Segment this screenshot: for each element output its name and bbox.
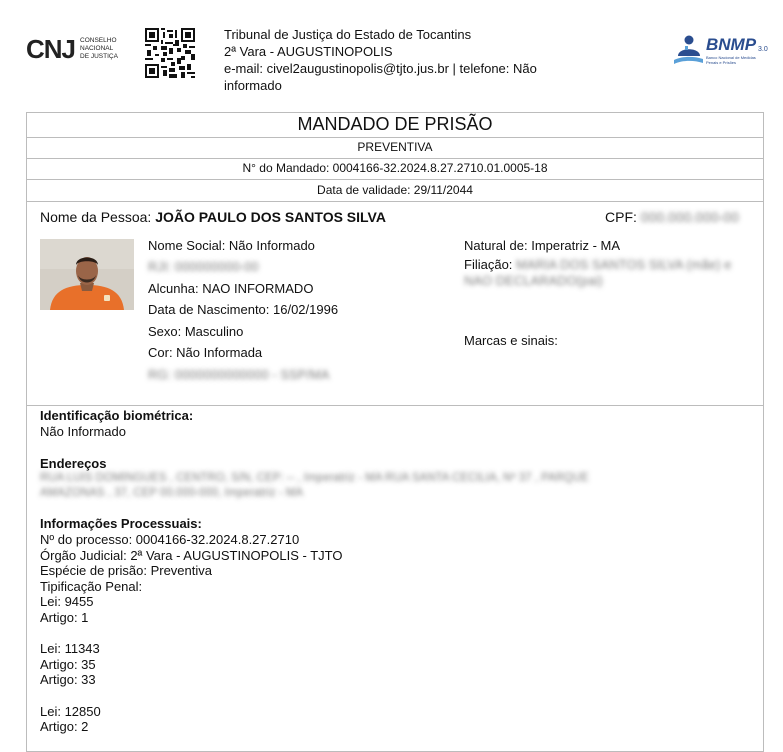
rg-redacted: RG: 0000000000000 - SSP/MA: [148, 367, 330, 382]
addresses-title: Endereços: [40, 456, 107, 471]
number-divider: [26, 179, 764, 180]
qr-code-icon: [145, 28, 195, 78]
filiation-label: Filiação:: [464, 257, 513, 272]
article-item: Artigo: 1: [40, 609, 89, 625]
marks-and-signs: Marcas e sinais:: [464, 333, 558, 348]
article-item: Artigo: 35: [40, 656, 96, 672]
article-item: Artigo: 2: [40, 719, 89, 735]
bnmp-name: BNMP: [706, 35, 757, 54]
spacer: [40, 626, 342, 642]
bnmp-version: 3.0: [758, 46, 768, 53]
law-item: Lei: 11343: [40, 641, 100, 657]
cnj-logo-text: CONSELHO NACIONAL DE JUSTIÇA: [80, 37, 118, 60]
rji-redacted: RJI: 000000000-00: [148, 259, 259, 274]
bnmp-person-icon: [672, 34, 704, 66]
social-name: Nome Social: Não Informado: [148, 238, 315, 253]
skin-color: Cor: Não Informada: [148, 345, 263, 360]
filiation: [464, 257, 754, 272]
warrant-type: PREVENTIVA: [357, 140, 433, 154]
cnj-logo-mark: CNJ: [26, 33, 76, 64]
court-contact-line1: e-mail: civel2augustinopolis@tjto.jus.br | telefone: Não: [224, 61, 537, 76]
biometric-title: Identificação biométrica:: [40, 408, 194, 423]
document-title: MANDADO DE PRISÃO: [297, 114, 493, 134]
filiation-line2-redacted: NAO DECLARADO(pai): [464, 273, 603, 288]
court-contact-line2: informado: [224, 78, 282, 93]
cpf-row: [605, 209, 739, 225]
process-number: Nº do processo: 0004166-32.2024.8.27.2710: [40, 532, 300, 547]
court-name: Tribunal de Justiça do Estado de Tocantins: [224, 27, 472, 42]
type-divider: [26, 158, 764, 159]
prison-species: Espécie de prisão: Preventiva: [40, 563, 212, 579]
alias: Alcunha: NAO INFORMADO: [148, 281, 314, 296]
law-item: Lei: 12850: [40, 703, 101, 719]
address-line2-redacted: AMAZONAS , 37, CEP 00.000-000, Imperatriz - MA: [40, 487, 304, 499]
law-item: Lei: 9455: [40, 594, 94, 610]
bnmp-subtitle: Banco Nacional de Medidas Penais e Prisões: [706, 55, 756, 65]
natural-of: Natural de: Imperatriz - MA: [464, 238, 621, 253]
person-name: JOÃO PAULO DOS SANTOS SILVA: [155, 209, 386, 225]
biometric-value: Não Informado: [40, 424, 126, 439]
cpf-label: CPF:: [605, 209, 637, 225]
warrant-number: N° do Mandado: 0004166-32.2024.8.27.2710.01.0005-18: [242, 161, 548, 175]
process-details: [40, 532, 342, 735]
penal-typification: Tipificação Penal:: [40, 578, 143, 594]
person-name-row: [40, 209, 386, 225]
address-line1-redacted: RUA LUIS DOMINGUES , CENTRO, S/N, CEP: -- , Imperatriz - MA RUA SANTA CECILIA, Nº 37 , PARQUE: [40, 472, 589, 484]
process-title: Informações Processuais:: [40, 516, 202, 531]
cpf-value-redacted: 000.000.000-00: [640, 209, 739, 225]
birth-date: Data de Nascimento: 16/02/1996: [148, 302, 339, 317]
person-photo: [40, 239, 134, 310]
warrant-validity: Data de validade: 29/11/2044: [317, 183, 473, 197]
judicial-organ: Órgão Judicial: 2ª Vara - AUGUSTINOPOLIS - TJTO: [40, 547, 343, 563]
title-divider: [26, 137, 764, 138]
validity-divider: [26, 201, 764, 202]
spacer: [40, 688, 342, 704]
article-item: Artigo: 33: [40, 672, 96, 688]
bnmp-logo: [672, 32, 772, 72]
cnj-logo: [26, 34, 126, 64]
filiation-line1-redacted: MARIA DOS SANTOS SILVA (mãe) e: [516, 257, 732, 272]
person-name-label: Nome da Pessoa:: [40, 209, 152, 225]
sex: Sexo: Masculino: [148, 324, 244, 339]
court-vara: 2ª Vara - AUGUSTINOPOLIS: [224, 44, 393, 59]
court-header: [224, 26, 574, 94]
person-divider: [26, 405, 764, 406]
